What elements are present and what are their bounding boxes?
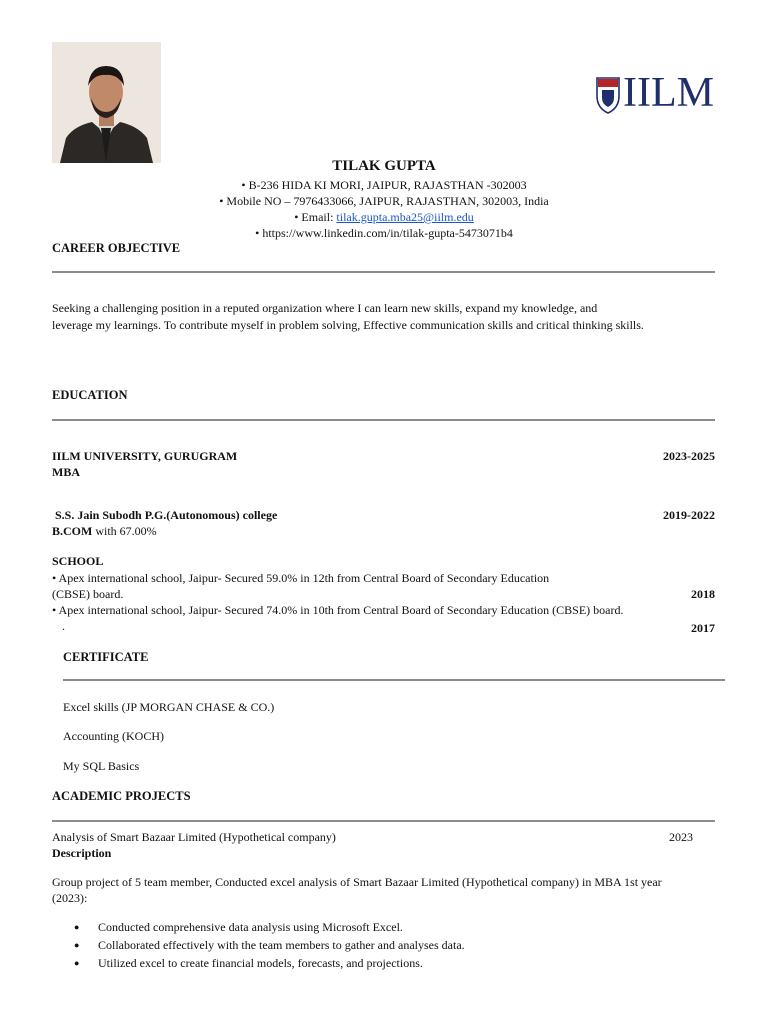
project-description-label: Description	[52, 846, 112, 860]
education-years: 2019-2022	[663, 508, 715, 522]
education-degree: MBA	[52, 465, 80, 479]
logo-text: IILM	[623, 70, 714, 116]
email-label: • Email:	[294, 210, 337, 224]
divider	[52, 271, 715, 273]
project-bullet: ● Utilized excel to create financial models, forecasts, and projections.	[52, 954, 715, 972]
career-objective-line-1: Seeking a challenging position in a reputed organization where I can learn new skills, expand my knowledge, and	[52, 301, 598, 315]
certificate-item: Accounting (KOCH)	[63, 729, 164, 743]
education-institution: IILM UNIVERSITY, GURUGRAM	[52, 449, 238, 463]
education-degree: B.COM	[52, 524, 93, 538]
profile-photo	[52, 42, 161, 163]
project-summary-line-2: (2023):	[52, 891, 88, 905]
school-heading: SCHOOL	[52, 554, 104, 568]
divider	[52, 820, 715, 822]
project-bullet-list	[52, 918, 715, 972]
project-title: Analysis of Smart Bazaar Limited (Hypothetical company)	[52, 830, 336, 844]
education-score: with 67.00%	[92, 524, 157, 538]
project-bullet: ● Conducted comprehensive data analysis using Microsoft Excel.	[52, 918, 715, 936]
certificate-item: Excel skills (JP MORGAN CHASE & CO.)	[63, 700, 275, 714]
academic-projects-heading: ACADEMIC PROJECTS	[52, 789, 191, 803]
education-degree-line	[52, 524, 157, 539]
candidate-name: TILAK GUPTA	[332, 158, 436, 174]
education-years: 2023-2025	[663, 449, 715, 463]
divider	[52, 419, 715, 421]
email-link[interactable]: tilak.gupta.mba25@iilm.edu	[336, 210, 474, 224]
linkedin-line: • https://www.linkedin.com/in/tilak-gupta-5473071b4	[255, 226, 513, 240]
certificate-heading: CERTIFICATE	[63, 650, 149, 664]
project-year: 2023	[669, 830, 693, 844]
iilm-logo	[596, 70, 714, 116]
divider	[63, 679, 725, 681]
school-line: • Apex international school, Jaipur- Secured 59.0% in 12th from Central Board of Secondary Education	[52, 571, 550, 585]
education-heading: EDUCATION	[52, 388, 128, 402]
shield-icon	[596, 76, 620, 114]
career-objective-heading: CAREER OBJECTIVE	[52, 241, 181, 255]
school-year: 2017	[691, 621, 715, 635]
school-line: (CBSE) board.	[52, 587, 124, 601]
certificate-item: My SQL Basics	[63, 759, 140, 773]
career-objective-line-2: leverage my learnings. To contribute myself in problem solving, Effective communication skills and critical thinking skills.	[52, 318, 644, 332]
school-line: .	[62, 619, 65, 633]
mobile-line: • Mobile NO – 7976433066, JAIPUR, RAJASTHAN, 302003, India	[219, 194, 549, 208]
project-bullet: ● Collaborated effectively with the team members to gather and analyses data.	[52, 936, 715, 954]
project-summary-line-1: Group project of 5 team member, Conducted excel analysis of Smart Bazaar Limited (Hypothetical company) in MBA 1st year	[52, 875, 662, 889]
email-line	[0, 209, 768, 225]
education-institution: S.S. Jain Subodh P.G.(Autonomous) college	[55, 508, 278, 522]
school-year: 2018	[691, 587, 715, 601]
school-line: • Apex international school, Jaipur- Secured 74.0% in 10th from Central Board of Secondary Education (CBSE) board.	[52, 603, 624, 617]
address-line: • B-236 HIDA KI MORI, JAIPUR, RAJASTHAN -302003	[241, 178, 527, 192]
